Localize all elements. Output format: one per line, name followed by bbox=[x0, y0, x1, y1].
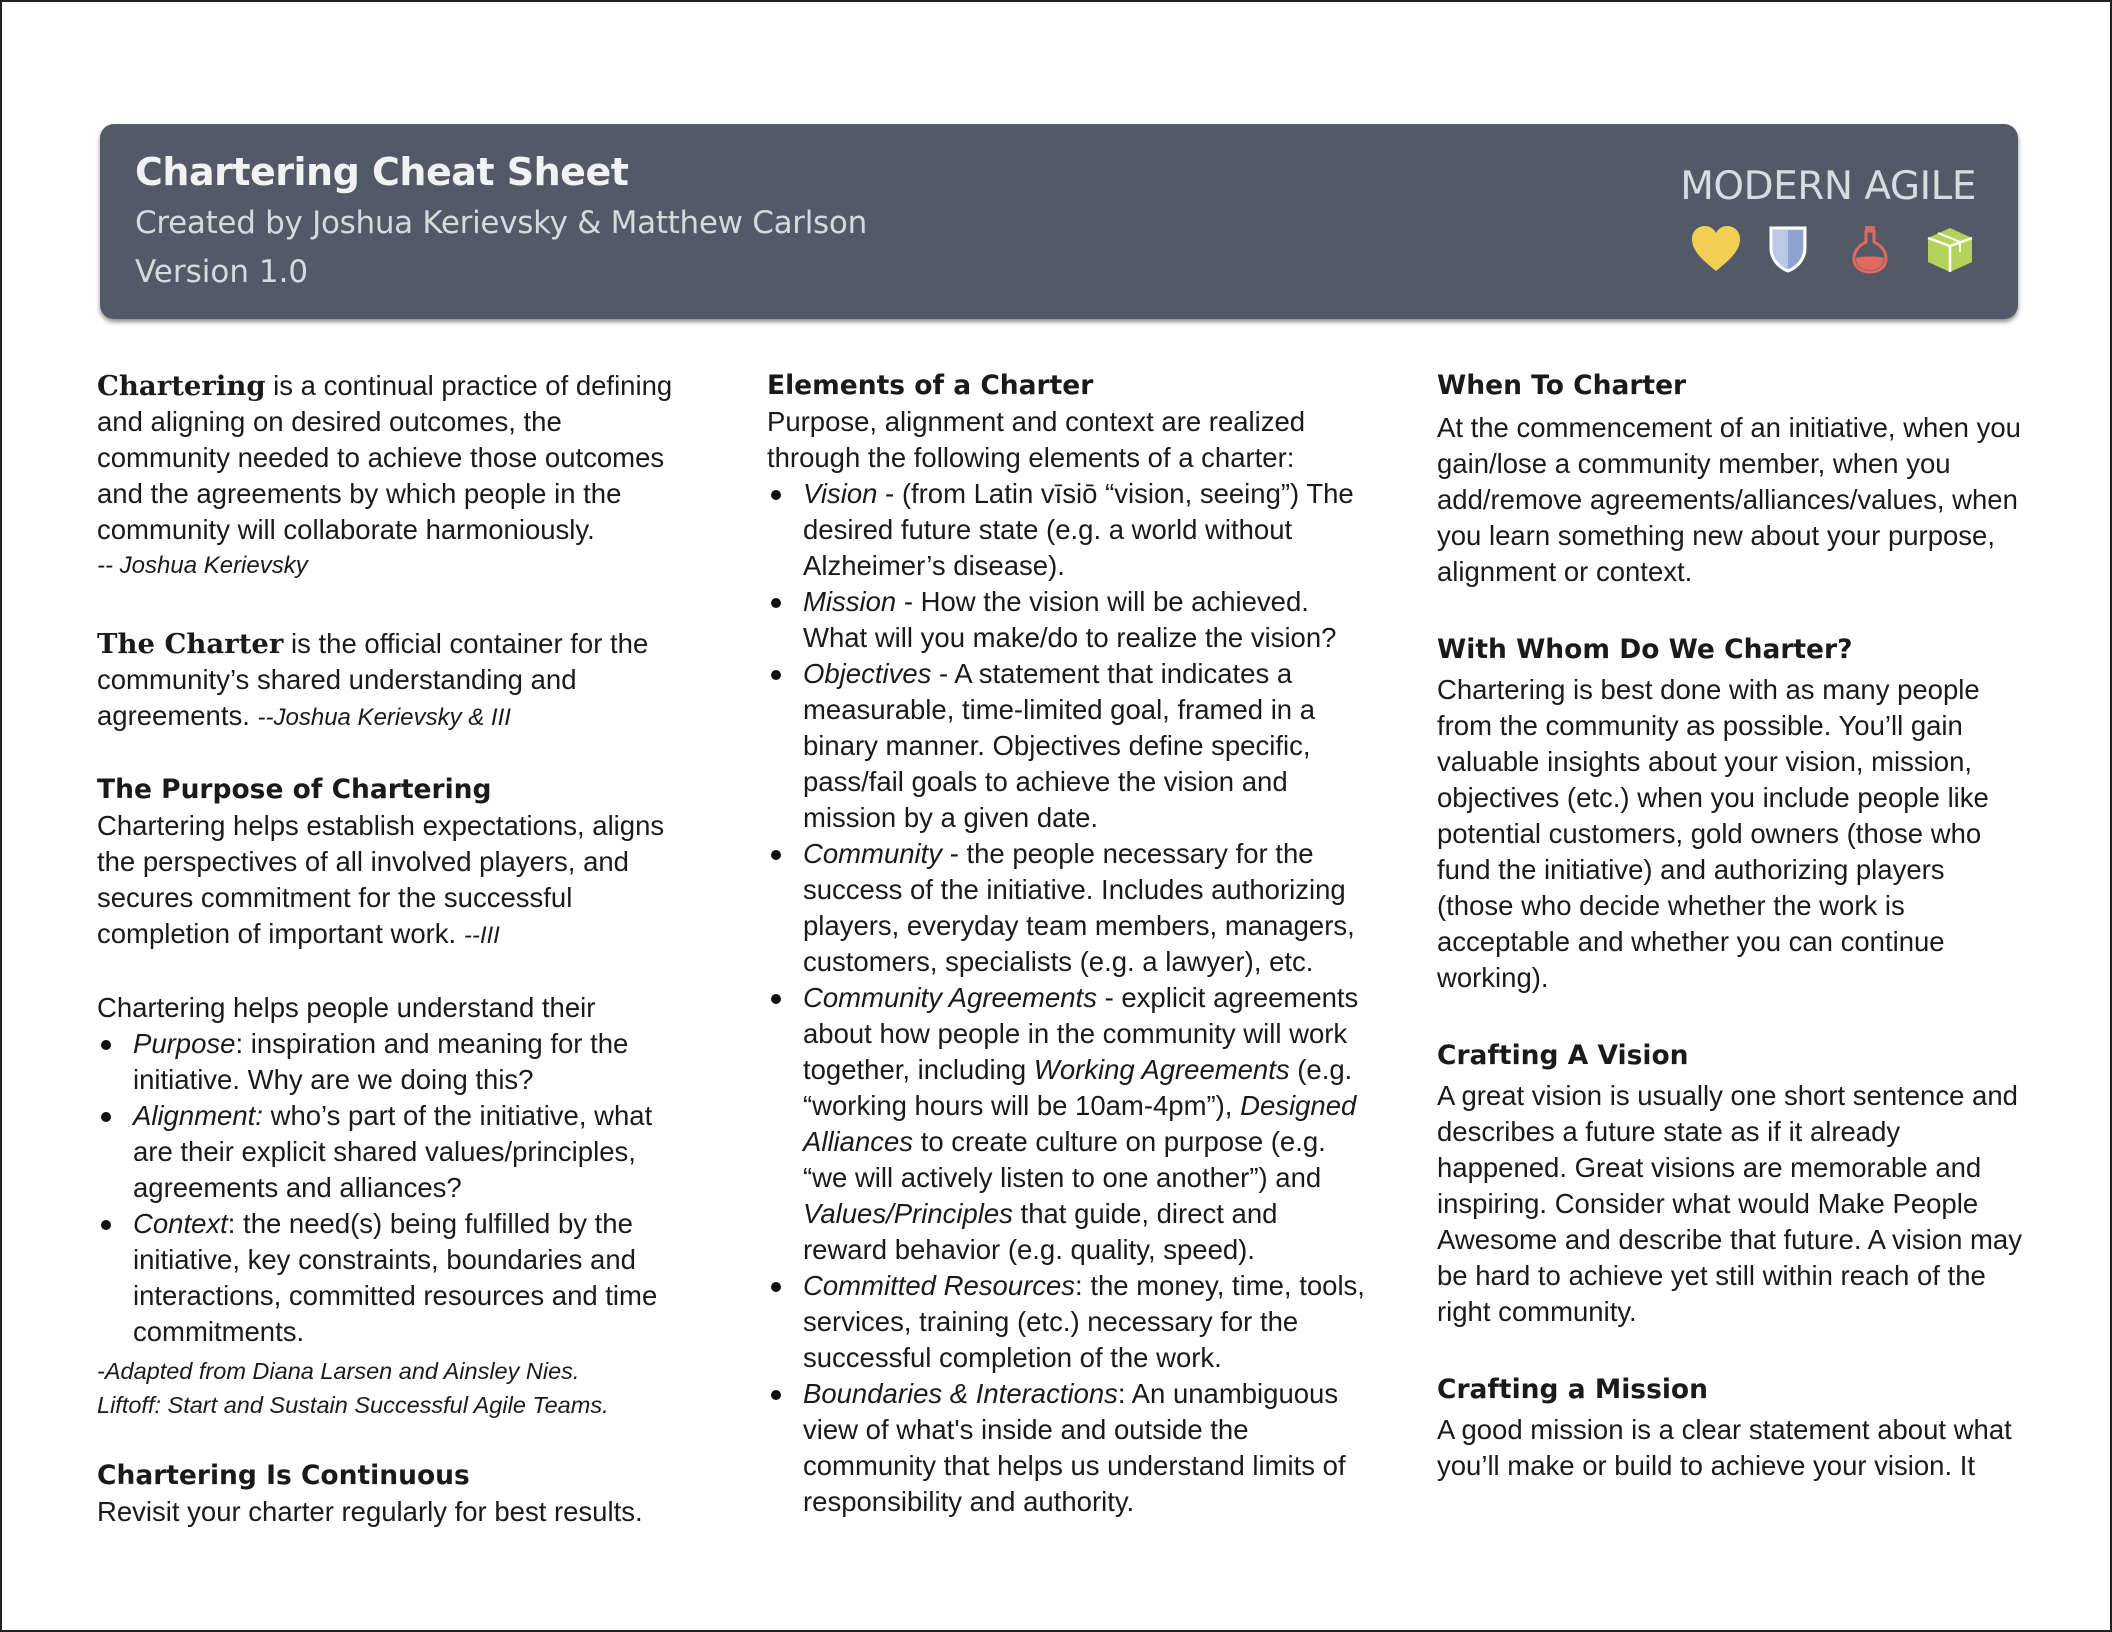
element-term: Designed Alliances bbox=[803, 1090, 1357, 1157]
column-left bbox=[97, 368, 687, 1530]
element-mission bbox=[767, 584, 1367, 656]
element-objectives bbox=[767, 656, 1367, 836]
element-term: Objectives bbox=[803, 658, 932, 689]
element-text: - A statement that indicates a measurable, time-limited goal, framed in a binary manner. Objectives define specific, pass/fail goals to achieve the vision and mission by a given date. bbox=[803, 658, 1316, 833]
purpose-paragraph bbox=[97, 808, 687, 954]
element-term: Mission bbox=[803, 586, 897, 617]
continuous-text: Revisit your charter regularly for best results. bbox=[97, 1496, 643, 1527]
column-right bbox=[1437, 368, 2027, 1484]
element-text: : An unambiguous view of what's inside and outside the community that helps us understand limits of responsibility and authority. bbox=[803, 1378, 1346, 1517]
elements-heading: Elements of a Charter bbox=[767, 370, 1094, 401]
authors-line: Created by Joshua Kerievsky & Matthew Carlson bbox=[135, 205, 867, 241]
understand-list bbox=[97, 1026, 687, 1350]
page-title: Chartering Cheat Sheet bbox=[135, 150, 629, 194]
element-committed-resources bbox=[767, 1268, 1367, 1376]
continuous-heading: Chartering Is Continuous bbox=[97, 1460, 470, 1491]
charter-text: is the official container for the community’s shared understanding and agreements. bbox=[97, 628, 649, 731]
vision-heading: Crafting A Vision bbox=[1437, 1040, 1689, 1071]
element-text: - How the vision will be achieved. What will you make/do to realize the vision? bbox=[803, 586, 1337, 653]
box-icon bbox=[1924, 224, 1976, 274]
element-text: : the money, time, tools, services, training (etc.) necessary for the successful completion of the work. bbox=[803, 1270, 1365, 1373]
adapted-citation-1: -Adapted from Diana Larsen and Ainsley Nies. bbox=[97, 1358, 580, 1384]
chartering-definition bbox=[97, 368, 687, 548]
understand-intro: Chartering helps people understand their bbox=[97, 992, 596, 1023]
elements-intro: Purpose, alignment and context are realized through the following elements of a charter: bbox=[767, 406, 1306, 473]
mission-heading: Crafting a Mission bbox=[1437, 1374, 1709, 1405]
chartering-term: Chartering bbox=[97, 370, 266, 402]
brand-icons bbox=[1690, 224, 1980, 276]
chartering-text: is a continual practice of defining and aligning on desired outcomes, the community needed to achieve those outcomes and the agreements by which people in the community will collaborate harmoniously. bbox=[97, 370, 673, 545]
elements-list bbox=[767, 476, 1367, 1520]
element-text: that guide, direct and reward behavior (e.g. quality, speed). bbox=[803, 1198, 1278, 1265]
element-community bbox=[767, 836, 1367, 980]
list-item-text: : inspiration and meaning for the initiative. Why are we doing this? bbox=[133, 1028, 629, 1095]
element-text: (e.g. “working hours will be 10am-4pm”), bbox=[803, 1054, 1353, 1121]
element-term: Community Agreements bbox=[803, 982, 1097, 1013]
shield-icon bbox=[1768, 224, 1808, 274]
element-text: - explicit agreements about how people in the community will work together, including bbox=[803, 982, 1359, 1085]
element-community-agreements bbox=[767, 980, 1367, 1268]
element-text: - the people necessary for the success of the initiative. Includes authorizing players, everyday team members, managers, customers, specialists (e.g. a lawyer), etc. bbox=[803, 838, 1355, 977]
charter-term: The Charter bbox=[97, 628, 284, 660]
header-banner bbox=[100, 124, 2018, 319]
element-text: to create culture on purpose (e.g. “we will actively listen to one another”) and bbox=[803, 1126, 1326, 1193]
element-term: Community bbox=[803, 838, 943, 869]
version-label: Version 1.0 bbox=[135, 254, 309, 290]
vision-text: A great vision is usually one short sentence and describes a future state as if it already happened. Great visions are memorable and inspiring. Consider what would Make People Awesome and describe that future. A vision may be hard to achieve yet still within reach of the right community. bbox=[1437, 1080, 2022, 1327]
purpose-text: Chartering helps establish expectations, aligns the perspectives of all involved players, and secures commitment for the successful completion of important work. bbox=[97, 810, 665, 949]
element-term: Working Agreements bbox=[1033, 1054, 1290, 1085]
heart-icon bbox=[1690, 224, 1742, 274]
list-item-text: who’s part of the initiative, what are their explicit shared values/principles, agreements and alliances? bbox=[133, 1100, 653, 1203]
list-item-term: Purpose bbox=[133, 1028, 236, 1059]
element-term: Values/Principles bbox=[803, 1198, 1013, 1229]
element-term: Committed Resources bbox=[803, 1270, 1076, 1301]
chartering-signature: -- Joshua Kerievsky bbox=[97, 552, 308, 579]
when-heading: When To Charter bbox=[1437, 370, 1687, 401]
list-item-term: Alignment: bbox=[133, 1100, 263, 1131]
element-text: - (from Latin vīsiō “vision, seeing”) The desired future state (e.g. a world without Alzheimer’s disease). bbox=[803, 478, 1354, 581]
whom-text: Chartering is best done with as many people from the community as possible. You’ll gain valuable insights about your vision, mission, objectives (etc.) when you include people like potential customers, gold owners (those who fund the initiative) and authorizing players (those who decide whether the work is acceptable and whether you can continue working). bbox=[1437, 674, 1989, 993]
purpose-signature: --III bbox=[463, 922, 500, 949]
flask-icon bbox=[1850, 224, 1890, 274]
element-boundaries bbox=[767, 1376, 1367, 1520]
element-term: Boundaries & Interactions bbox=[803, 1378, 1118, 1409]
list-item bbox=[97, 1206, 687, 1350]
column-middle bbox=[767, 368, 1367, 1520]
element-vision bbox=[767, 476, 1367, 584]
list-item bbox=[97, 1026, 687, 1098]
brand-logo-text: MODERN AGILE bbox=[1680, 164, 1976, 209]
adapted-citation-2: Liftoff: Start and Sustain Successful Agile Teams. bbox=[97, 1392, 609, 1418]
mission-text: A good mission is a clear statement about what you’ll make or build to achieve your vision. It bbox=[1437, 1414, 2012, 1481]
purpose-heading: The Purpose of Chartering bbox=[97, 774, 492, 805]
list-item bbox=[97, 1098, 687, 1206]
when-text: At the commencement of an initiative, when you gain/lose a community member, when you add/remove agreements/alliances/values, when you learn something new about your purpose, alignment or context. bbox=[1437, 412, 2021, 587]
element-term: Vision bbox=[803, 478, 878, 509]
charter-definition bbox=[97, 626, 687, 736]
list-item-text: : the need(s) being fulfilled by the initiative, key constraints, boundaries and interactions, committed resources and time commitments. bbox=[133, 1208, 658, 1347]
charter-signature: --Joshua Kerievsky & III bbox=[257, 704, 511, 731]
list-item-term: Context bbox=[133, 1208, 228, 1239]
whom-heading: With Whom Do We Charter? bbox=[1437, 634, 1853, 665]
